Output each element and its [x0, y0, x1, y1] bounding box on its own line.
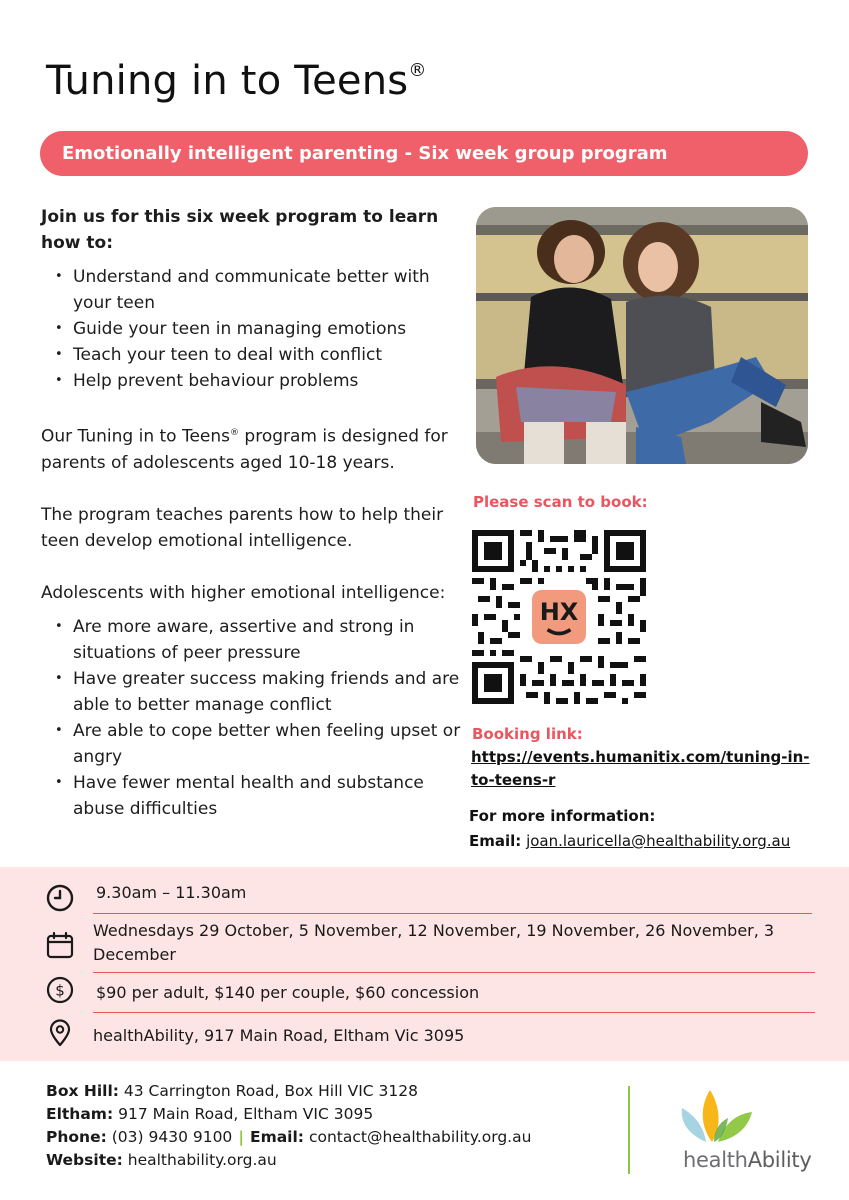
divider — [93, 913, 812, 914]
list-item: • Have greater success making friends and are able to better manage conflict — [73, 666, 461, 718]
phone-label: Phone: — [46, 1128, 107, 1146]
description-part: Our Tuning in to Teens — [41, 426, 231, 447]
program-description — [41, 420, 461, 476]
list-item: • Teach your teen to deal with conflict — [73, 342, 461, 368]
learn-list — [41, 264, 461, 394]
list-item: • Help prevent behaviour problems — [73, 368, 461, 394]
svg-text:$: $ — [55, 981, 65, 1000]
footer-divider — [628, 1086, 630, 1174]
email-label: Email: — [469, 832, 522, 850]
eltham-label: Eltham: — [46, 1105, 114, 1123]
booking-link-label: Booking link: — [472, 725, 583, 743]
program-teaches: The program teaches parents how to help their teen develop emotional intelligence. — [41, 504, 444, 551]
boxhill-address: 43 Carrington Road, Box Hill VIC 3128 — [123, 1082, 418, 1100]
footer-phone-email — [46, 1126, 531, 1149]
page-title — [46, 58, 427, 104]
details-band — [0, 867, 849, 1061]
contact-email-link[interactable]: joan.lauricella@healthability.org.au — [526, 832, 791, 850]
footer-separator: | — [238, 1128, 244, 1146]
dates-text: Wednesdays 29 October, 5 November, 12 November, 19 November, 26 November, 3 December — [93, 921, 775, 964]
registered-mark: ® — [230, 428, 240, 438]
logo-text-health: health — [683, 1148, 748, 1172]
description-part: program is designed for parents of adolescents aged 10-18 years. — [41, 426, 448, 473]
contact-email-line — [469, 832, 790, 850]
footer-eltham — [46, 1103, 531, 1126]
list-item: • Guide your teen in managing emotions — [73, 316, 461, 342]
healthability-logo-text — [683, 1148, 811, 1172]
adolescents-intro: Adolescents with higher emotional intelligence: — [41, 582, 446, 603]
list-item: • Are more aware, assertive and strong in situations of peer pressure — [73, 614, 461, 666]
website-label: Website: — [46, 1151, 123, 1169]
footer-email-label: Email: — [249, 1128, 305, 1146]
footer-contact — [46, 1080, 531, 1172]
more-info-heading: For more information: — [469, 807, 656, 825]
location-text: healthAbility, 917 Main Road, Eltham Vic 3095 — [93, 1026, 465, 1045]
registered-mark: ® — [408, 59, 427, 81]
cost-text: $90 per adult, $140 per couple, $60 concession — [96, 983, 480, 1002]
qr-code[interactable] — [472, 530, 646, 704]
footer-email-link[interactable]: contact@healthability.org.au — [308, 1128, 532, 1146]
list-item: • Understand and communicate better with your teen — [73, 264, 461, 316]
booking-link[interactable]: https://events.humanitix.com/tuning-in-to-teens-r — [471, 748, 810, 789]
list-item: • Have fewer mental health and substance abuse difficulties — [73, 770, 461, 822]
title-text: Tuning in to Teens — [46, 58, 409, 104]
benefits-list — [41, 614, 461, 822]
clock-icon — [45, 883, 75, 913]
eltham-address: 917 Main Road, Eltham VIC 3095 — [118, 1105, 374, 1123]
scan-label: Please scan to book: — [473, 493, 648, 511]
teens-photo — [476, 207, 808, 464]
divider — [93, 972, 815, 973]
intro-lead: Join us for this six week program to learn how to: — [41, 207, 439, 253]
qr-logo-text: HX — [539, 598, 579, 626]
footer-boxhill — [46, 1080, 531, 1103]
phone-link[interactable]: (03) 9430 9100 — [111, 1128, 233, 1146]
calendar-icon — [45, 930, 75, 960]
subtitle-banner: Emotionally intelligent parenting - Six week group program — [40, 131, 808, 176]
footer-website — [46, 1149, 531, 1172]
logo-text-ability: Ability — [747, 1148, 812, 1172]
divider — [93, 1012, 815, 1013]
photo-illustration — [476, 207, 808, 464]
list-item: • Are able to cope better when feeling upset or angry — [73, 718, 461, 770]
dollar-icon — [45, 975, 75, 1005]
time-text: 9.30am – 11.30am — [96, 883, 247, 902]
boxhill-label: Box Hill: — [46, 1082, 119, 1100]
intro-column — [41, 204, 461, 822]
website-link[interactable]: healthability.org.au — [127, 1151, 277, 1169]
location-pin-icon — [45, 1018, 75, 1048]
